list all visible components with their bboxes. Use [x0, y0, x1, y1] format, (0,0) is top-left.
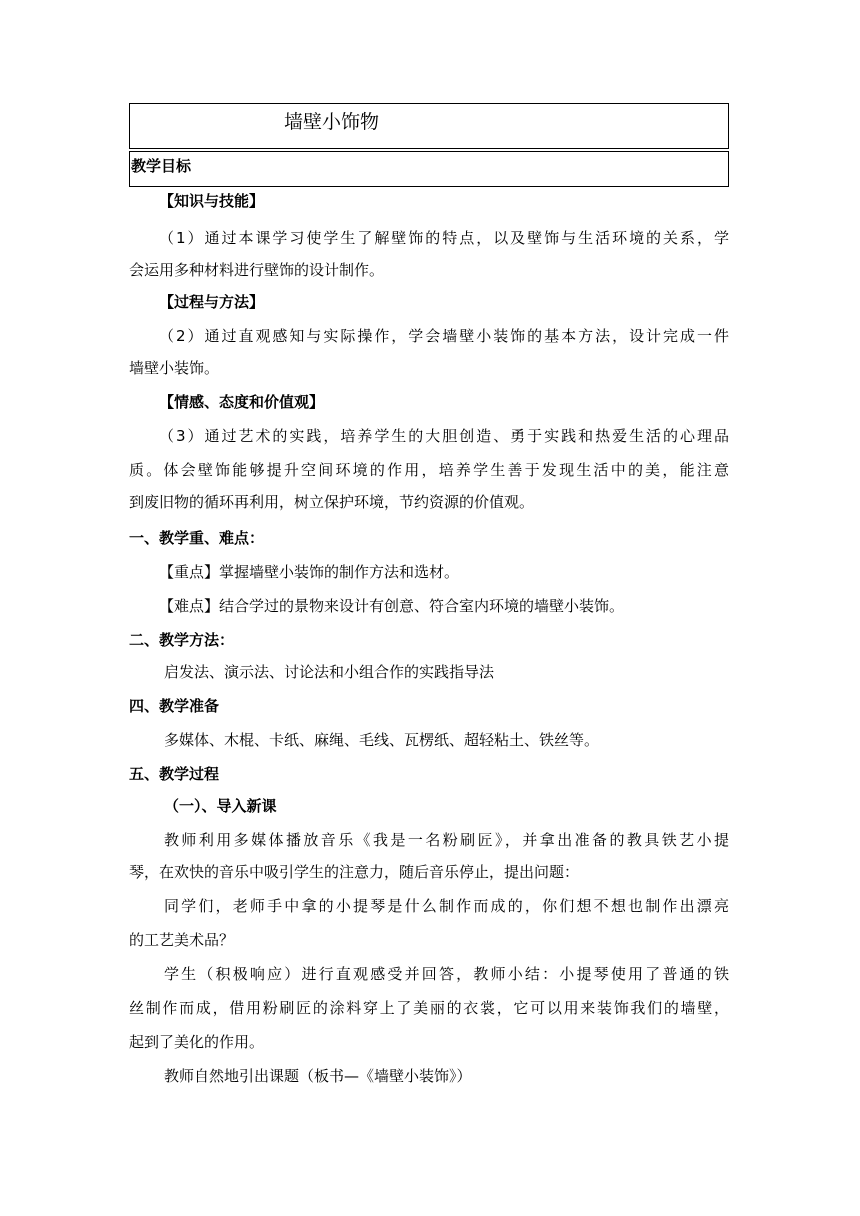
- document-title: 墙壁小饰物: [284, 111, 380, 133]
- section-1-heading: 一、教学重、难点：: [129, 529, 265, 547]
- paragraph-6-line-3: 起到了美化的作用。: [129, 1033, 265, 1051]
- teaching-methods: 启发法、演示法、讨论法和小组合作的实践指导法: [164, 663, 495, 681]
- goal-cell: [129, 151, 729, 187]
- section-2-heading: 二、教学方法：: [129, 631, 235, 649]
- paragraph-5-line-1: 同学们，老师手中拿的小提琴是什么制作而成的，你们想不想也制作出漂亮: [164, 897, 729, 915]
- paragraph-5-line-2: 的工艺美术品？: [129, 931, 235, 949]
- paragraph-6-line-1: 学生（积极响应）进行直观感受并回答，教师小结：小提琴使用了普通的铁: [164, 965, 729, 983]
- subsection-1-heading: （一）、导入新课: [164, 797, 277, 815]
- goal-heading: 教学目标: [131, 157, 192, 175]
- paragraph-2-line-2: 墙壁小装饰。: [129, 359, 220, 377]
- section-5-heading: 五、教学过程: [129, 765, 220, 783]
- paragraph-3-line-3: 到废旧物的循环再利用，树立保护环境，节约资源的价值观。: [129, 493, 535, 511]
- emotion-heading: 【情感、态度和价值观】: [159, 393, 325, 411]
- title-cell: [129, 103, 729, 149]
- paragraph-6-line-2: 丝制作而成，借用粉刷匠的涂料穿上了美丽的衣裳，它可以用来装饰我们的墙壁，: [129, 999, 729, 1017]
- paragraph-3-line-1: （3）通过艺术的实践，培养学生的大胆创造、勇于实践和热爱生活的心理品: [159, 427, 729, 445]
- paragraph-2-line-1: （2）通过直观感知与实际操作，学会墙壁小装饰的基本方法，设计完成一件: [159, 327, 729, 345]
- section-4-heading: 四、教学准备: [129, 697, 220, 715]
- paragraph-3-line-2: 质。体会壁饰能够提升空间环境的作用，培养学生善于发现生活中的美，能注意: [129, 461, 729, 479]
- key-point: 【重点】掌握墙壁小装饰的制作方法和选材。: [159, 563, 460, 581]
- teaching-materials: 多媒体、木棍、卡纸、麻绳、毛线、瓦楞纸、超轻粘土、铁丝等。: [164, 731, 600, 749]
- knowledge-heading: 【知识与技能】: [159, 192, 265, 210]
- paragraph-4-line-1: 教师利用多媒体播放音乐《我是一名粉刷匠》，并拿出准备的教具铁艺小提: [164, 831, 729, 849]
- paragraph-7: 教师自然地引出课题（板书—《墙壁小装饰》）: [164, 1067, 472, 1085]
- difficult-point: 【难点】结合学过的景物来设计有创意、符合室内环境的墙壁小装饰。: [159, 597, 625, 615]
- process-heading: 【过程与方法】: [159, 293, 265, 311]
- paragraph-1-line-1: （1）通过本课学习使学生了解壁饰的特点，以及壁饰与生活环境的关系，学: [159, 229, 729, 247]
- paragraph-1-line-2: 会运用多种材料进行壁饰的设计制作。: [129, 261, 385, 279]
- paragraph-4-line-2: 琴，在欢快的音乐中吸引学生的注意力，随后音乐停止，提出问题：: [129, 863, 580, 881]
